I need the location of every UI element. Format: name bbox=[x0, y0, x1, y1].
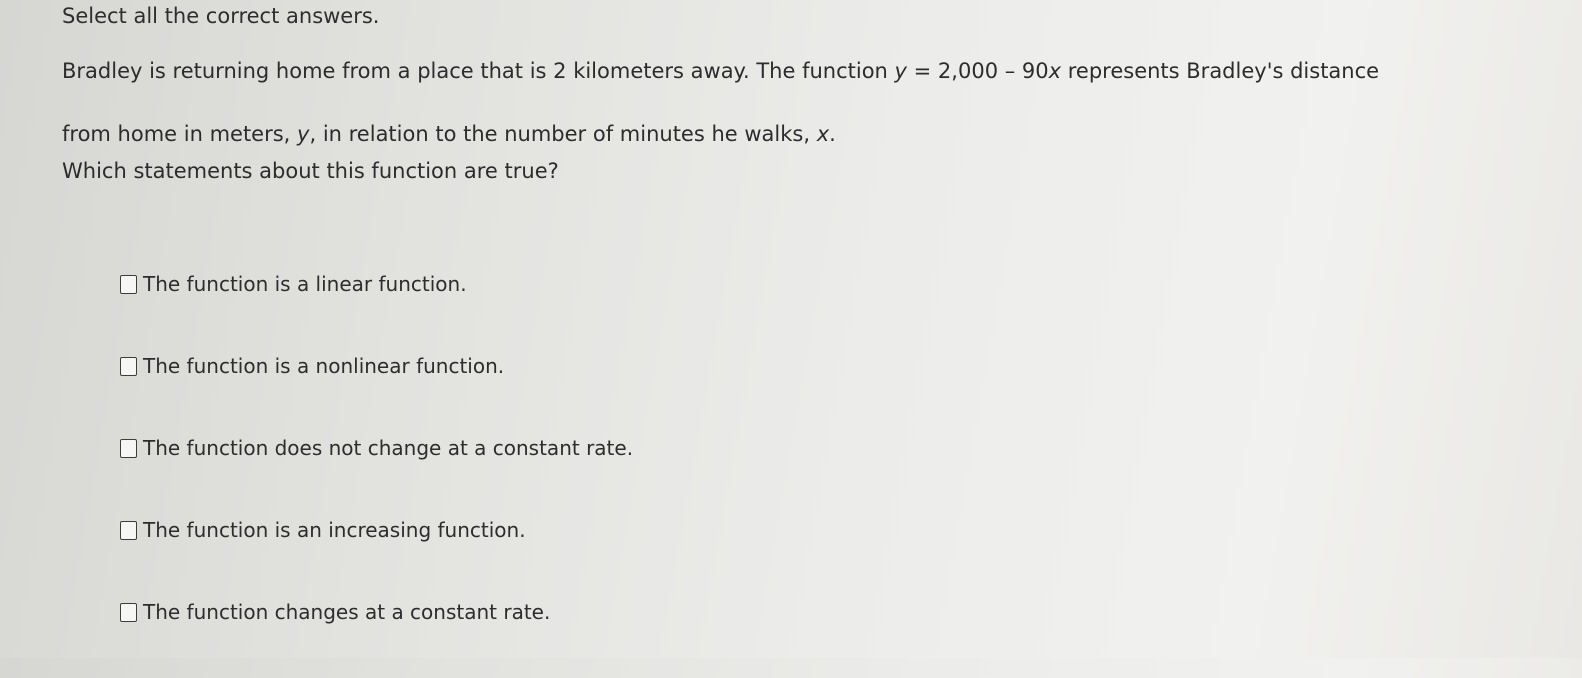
answer-option[interactable] bbox=[120, 268, 633, 300]
answer-option[interactable] bbox=[120, 432, 633, 464]
question-text-part: Bradley is returning home from a place that is 2 kilometers away. The function bbox=[62, 59, 895, 83]
question-text-part: , in relation to the number of minutes he walks, bbox=[309, 122, 817, 146]
question-text-part: from home in meters, bbox=[62, 122, 298, 146]
variable-y: y bbox=[297, 122, 310, 146]
question-text-part: . bbox=[829, 122, 836, 146]
checkbox[interactable] bbox=[120, 439, 137, 458]
checkbox[interactable] bbox=[120, 357, 137, 376]
answer-option-label: The function does not change at a constant rate. bbox=[143, 436, 634, 460]
equation-variable-x: x bbox=[1048, 59, 1062, 83]
answer-options bbox=[120, 268, 633, 678]
answer-option[interactable] bbox=[120, 514, 633, 546]
answer-option-label: The function is an increasing function. bbox=[143, 518, 526, 542]
checkbox[interactable] bbox=[120, 275, 137, 294]
instruction-text: Select all the correct answers. bbox=[62, 4, 380, 28]
question-text bbox=[62, 40, 1502, 166]
question-text-part: represents Bradley's distance bbox=[1061, 59, 1380, 83]
question-line-2 bbox=[62, 103, 1502, 166]
variable-x: x bbox=[816, 122, 830, 146]
answer-option[interactable] bbox=[120, 350, 633, 382]
checkbox[interactable] bbox=[120, 521, 137, 540]
equation-expression: = 2,000 – 90 bbox=[906, 59, 1049, 83]
question-line-1 bbox=[62, 40, 1502, 103]
answer-option-label: The function changes at a constant rate. bbox=[143, 600, 551, 624]
equation-variable-y: y bbox=[894, 59, 907, 83]
answer-option[interactable] bbox=[120, 596, 633, 628]
checkbox[interactable] bbox=[120, 603, 137, 622]
answer-option-label: The function is a linear function. bbox=[143, 272, 467, 296]
answer-option-label: The function is a nonlinear function. bbox=[143, 354, 505, 378]
question-prompt: Which statements about this function are true? bbox=[62, 159, 559, 183]
